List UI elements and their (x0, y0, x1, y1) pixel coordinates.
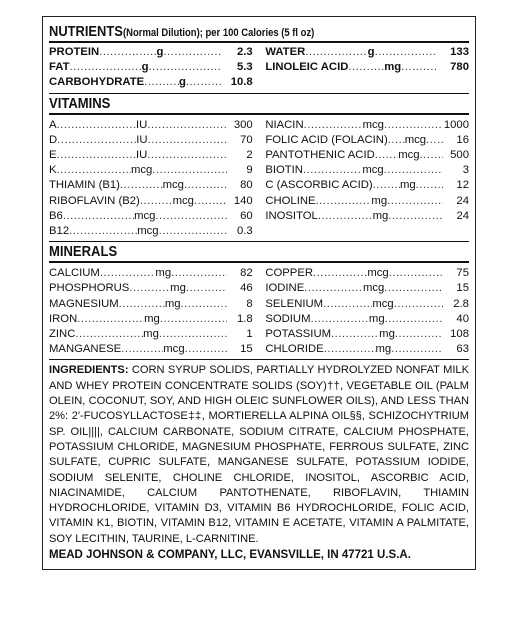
nutrient-row (265, 178, 469, 193)
leader-dots (148, 133, 227, 148)
nutrient-value: 780 (450, 61, 469, 74)
leader-dots (144, 75, 179, 90)
leader-dots (70, 60, 142, 75)
leader-dots (185, 342, 227, 357)
leader-dots (388, 209, 443, 224)
nutrient-name: RIBOFLAVIN (B2) (49, 194, 140, 207)
ingredients-text: CORN SYRUP SOLIDS, PARTIALLY HYDROLYZED NONFAT MILK AND WHEY PROTEIN CONCENTRATE SOLIDS (SOY)††, VEGETABLE OIL (PALM OLEIN, COCONUT, SOY, AND HIGH OLEIC SUNFLOWER OILS), AND LESS THAN 2%: 2'-FUCOSYLLACTOSE‡‡, MORTIERELLA ALPINA OIL§§, SCHIZOCHYTRIUM SP. OIL||||, CALCIUM CARBONATE, SODIUM CITRATE, CALCIUM PHOSPHATE, POTASSIUM CHLORIDE, MAGNESIUM PHOSPHATE, FERROUS SULFATE, ZINC SULFATE, CUPRIC SULFATE, MANGANESE SULFATE, POTASSIUM IODIDE, SODIUM SELENITE, CHOLINE CHLORIDE, INOSITOL, ASCORBIC ACID, NIACINAMIDE, CALCIUM PANTOTHENATE, RIBOFLAVIN, THIAMIN HYDROCHLORIDE, VITAMIN D3, VITAMIN B6 HYDROCHLORIDE, FOLIC ACID, VITAMIN K1, BIOTIN, VITAMIN B12, VITAMIN E ACETATE, VITAMIN A PALMITATE, SOY LECITHIN, TAURINE, L-CARNITINE. (49, 364, 469, 545)
nutrient-row (265, 194, 469, 209)
nutrient-row (265, 281, 469, 296)
ingredients-paragraph (49, 363, 469, 547)
nutrient-value: 82 (240, 267, 253, 280)
leader-dots (401, 60, 437, 75)
nutrient-name: COPPER (265, 267, 314, 280)
leader-dots (318, 209, 373, 224)
leader-dots (186, 75, 221, 90)
leader-dots (100, 266, 156, 281)
nutrient-value: 0.3 (236, 225, 253, 238)
nutrient-row (49, 45, 253, 60)
nutrient-value: 12 (456, 179, 469, 192)
nutrients-left-column (49, 45, 253, 91)
leader-dots (77, 312, 144, 327)
leader-dots (426, 133, 443, 148)
nutrient-unit: mcg (130, 164, 153, 177)
minerals-grid (49, 266, 469, 360)
leader-dots (163, 45, 220, 60)
nutrient-unit: mg (144, 312, 160, 325)
leader-dots (181, 297, 227, 312)
nutrient-name: MANGANESE (49, 343, 122, 356)
leader-dots (155, 209, 226, 224)
nutrient-row (265, 312, 469, 327)
nutrient-name: INOSITOL (265, 209, 318, 222)
nutrient-name: ZINC (49, 328, 76, 341)
leader-dots (303, 163, 362, 178)
nutrient-unit: g (141, 61, 149, 74)
nutrient-unit: mg (155, 267, 172, 280)
leader-dots (159, 327, 227, 342)
nutrient-name: SODIUM (265, 312, 311, 325)
nutrient-row (49, 297, 253, 312)
nutrient-unit: mg (371, 194, 388, 207)
nutrient-unit: mcg (362, 282, 385, 295)
leader-dots (304, 281, 363, 296)
leader-dots (311, 312, 369, 327)
leader-dots (316, 194, 372, 209)
leader-dots (121, 342, 163, 357)
nutrient-name: NIACIN (265, 118, 304, 131)
nutrient-name: THIAMIN (B1) (49, 179, 120, 192)
nutrient-value: 80 (240, 179, 253, 192)
nutrient-name: PANTOTHENIC ACID (265, 149, 375, 162)
nutrient-unit: mcg (362, 118, 384, 131)
nutrient-value: 1000 (443, 118, 469, 131)
nutrient-row (265, 297, 469, 312)
leader-dots (152, 163, 226, 178)
leader-dots (384, 281, 443, 296)
leader-dots (394, 297, 443, 312)
nutrient-name: MAGNESIUM (49, 297, 119, 310)
nutrient-name: IODINE (265, 282, 305, 295)
nutrient-value: 133 (450, 46, 469, 58)
nutrient-value: 24 (456, 209, 470, 222)
nutrient-unit: mg (170, 282, 186, 295)
leader-dots (75, 327, 143, 342)
leader-dots (313, 266, 367, 281)
nutrient-unit: mg (164, 297, 181, 310)
nutrients-title: NUTRIENTS (49, 23, 123, 40)
nutrient-value: 8 (246, 297, 253, 310)
leader-dots (57, 148, 136, 163)
minerals-left-column (49, 266, 253, 357)
leader-dots (389, 266, 443, 281)
nutrient-row (265, 60, 469, 75)
leader-dots (57, 118, 136, 133)
leader-dots (420, 148, 443, 163)
nutrient-name: C (ASCORBIC ACID) (265, 179, 373, 192)
nutrient-unit: IU (135, 118, 148, 131)
nutrient-row (49, 60, 253, 75)
nutrient-row (49, 194, 253, 209)
minerals-title: MINERALS (49, 244, 469, 263)
leader-dots (120, 178, 163, 193)
vitamins-grid (49, 118, 469, 243)
leader-dots (384, 118, 443, 133)
leader-dots (304, 118, 363, 133)
nutrient-name: PROTEIN (49, 46, 100, 58)
nutrient-value: 5.3 (236, 61, 253, 74)
nutrient-unit: mg (399, 179, 416, 192)
nutrient-row (49, 148, 253, 163)
nutrient-row (265, 148, 469, 163)
minerals-right-column (265, 266, 469, 357)
nutrient-row (265, 133, 469, 148)
leader-dots (385, 312, 443, 327)
nutrient-name: CALCIUM (49, 267, 100, 280)
nutrient-value: 10.8 (230, 76, 253, 89)
leader-dots (159, 224, 227, 239)
nutrient-value: 300 (233, 118, 253, 131)
nutrient-unit: mcg (163, 343, 185, 356)
nutrient-row (49, 209, 253, 224)
nutrient-row (49, 118, 253, 133)
leader-dots (323, 297, 372, 312)
leader-dots (147, 118, 226, 133)
nutrient-value: 3 (462, 164, 470, 177)
nutrient-value: 40 (456, 312, 469, 325)
nutrient-name: SELENIUM (265, 297, 324, 310)
nutrient-row (265, 118, 469, 133)
nutrient-unit: IU (136, 133, 148, 146)
nutrient-row (49, 281, 253, 296)
nutrient-value: 70 (240, 133, 253, 146)
nutrient-row (49, 312, 253, 327)
leader-dots (186, 281, 227, 296)
nutrient-unit: mcg (134, 209, 156, 222)
leader-dots (348, 60, 384, 75)
nutrient-unit: mcg (372, 297, 394, 310)
nutrient-name: A (49, 118, 57, 131)
nutrient-row (49, 327, 253, 342)
vitamins-title: VITAMINS (49, 96, 469, 115)
nutrient-unit: mcg (398, 149, 420, 162)
nutrient-name: CHOLINE (265, 194, 316, 207)
nutrient-value: 60 (240, 209, 253, 222)
leader-dots (184, 178, 227, 193)
nutrient-value: 16 (456, 133, 469, 146)
nutrient-row (49, 266, 253, 281)
leader-dots (194, 194, 227, 209)
leader-dots (69, 224, 137, 239)
nutrient-value: 9 (246, 164, 253, 177)
leader-dots (391, 342, 443, 357)
nutrient-value: 15 (456, 282, 469, 295)
leader-dots (149, 60, 221, 75)
leader-dots (387, 194, 443, 209)
nutrient-row (49, 342, 253, 357)
leader-dots (373, 178, 400, 193)
nutrient-value: 75 (456, 267, 469, 280)
nutrient-name: FAT (49, 61, 70, 74)
nutrient-name: CARBOHYDRATE (49, 76, 145, 89)
nutrient-row (265, 327, 469, 342)
nutrient-unit: mg (372, 209, 389, 222)
nutrient-row (265, 266, 469, 281)
nutrient-name: LINOLEIC ACID (265, 61, 349, 74)
nutrient-row (49, 163, 253, 178)
nutrition-panel (42, 16, 476, 570)
nutrients-right-column (265, 45, 469, 91)
nutrient-value: 2.3 (236, 46, 253, 58)
manufacturer-footer: MEAD JOHNSON & COMPANY, LLC, EVANSVILLE, IN 47721 U.S.A. (49, 549, 411, 562)
nutrient-value: 1 (246, 328, 253, 341)
nutrient-value: 15 (240, 343, 253, 356)
nutrients-subtitle: (Normal Dilution); per 100 Calories (5 fl oz) (122, 27, 315, 39)
nutrients-grid (49, 45, 469, 94)
nutrient-row (265, 342, 469, 357)
leader-dots (99, 45, 156, 60)
nutrient-name: CHLORIDE (265, 343, 324, 356)
nutrient-unit: IU (135, 149, 148, 162)
leader-dots (160, 312, 227, 327)
nutrient-value: 2.8 (453, 297, 469, 310)
nutrient-value: 500 (450, 149, 469, 162)
nutrient-name: FOLIC ACID (FOLACIN) (265, 133, 388, 146)
nutrient-row (265, 45, 469, 60)
leader-dots (305, 45, 367, 60)
leader-dots (331, 327, 379, 342)
nutrient-unit: mcg (137, 225, 159, 238)
nutrient-unit: mg (143, 328, 159, 341)
leader-dots (147, 148, 226, 163)
nutrient-row (49, 133, 253, 148)
nutrient-name: BIOTIN (265, 164, 303, 177)
leader-dots (324, 342, 376, 357)
leader-dots (395, 327, 443, 342)
leader-dots (63, 209, 134, 224)
nutrient-unit: mg (384, 61, 402, 74)
nutrient-unit: mg (375, 343, 392, 356)
nutrient-row (49, 224, 253, 239)
nutrient-value: 46 (240, 282, 253, 295)
leader-dots (375, 45, 437, 60)
nutrient-row (265, 209, 469, 224)
nutrients-header (49, 23, 469, 43)
nutrient-row (49, 75, 253, 90)
nutrient-unit: g (367, 46, 375, 58)
leader-dots (57, 163, 131, 178)
nutrient-value: 1.8 (236, 312, 253, 325)
nutrient-name: D (49, 133, 58, 146)
nutrient-unit: mcg (367, 267, 389, 280)
nutrient-name: E (49, 149, 57, 162)
nutrient-name: WATER (265, 46, 306, 58)
leader-dots (57, 133, 136, 148)
nutrient-unit: g (178, 76, 186, 89)
nutrient-name: POTASSIUM (265, 328, 332, 341)
leader-dots (416, 178, 443, 193)
leader-dots (171, 266, 227, 281)
leader-dots (140, 194, 173, 209)
nutrient-row (49, 178, 253, 193)
nutrient-unit: mcg (362, 164, 384, 177)
nutrient-value: 63 (456, 343, 469, 356)
vitamins-right-column (265, 118, 469, 240)
nutrient-value: 2 (246, 149, 253, 162)
nutrient-name: PHOSPHORUS (49, 282, 130, 295)
nutrient-name: B12 (49, 225, 70, 238)
nutrient-unit: mcg (404, 133, 427, 146)
leader-dots (129, 281, 170, 296)
nutrient-value: 140 (233, 194, 253, 207)
nutrient-value: 24 (456, 194, 469, 207)
nutrient-value: 108 (450, 328, 469, 341)
ingredients-label: INGREDIENTS: (49, 364, 129, 377)
nutrient-unit: mg (368, 312, 385, 325)
nutrient-unit: mcg (172, 194, 194, 207)
leader-dots (119, 297, 165, 312)
leader-dots (384, 163, 443, 178)
leader-dots (375, 148, 398, 163)
nutrient-name: IRON (49, 312, 78, 325)
nutrient-name: B6 (49, 209, 63, 222)
leader-dots (388, 133, 405, 148)
nutrient-unit: g (156, 46, 164, 58)
nutrient-unit: mg (379, 328, 395, 341)
nutrient-name: K (49, 164, 57, 177)
nutrient-unit: mcg (162, 179, 184, 192)
nutrient-row (265, 163, 469, 178)
vitamins-left-column (49, 118, 253, 240)
